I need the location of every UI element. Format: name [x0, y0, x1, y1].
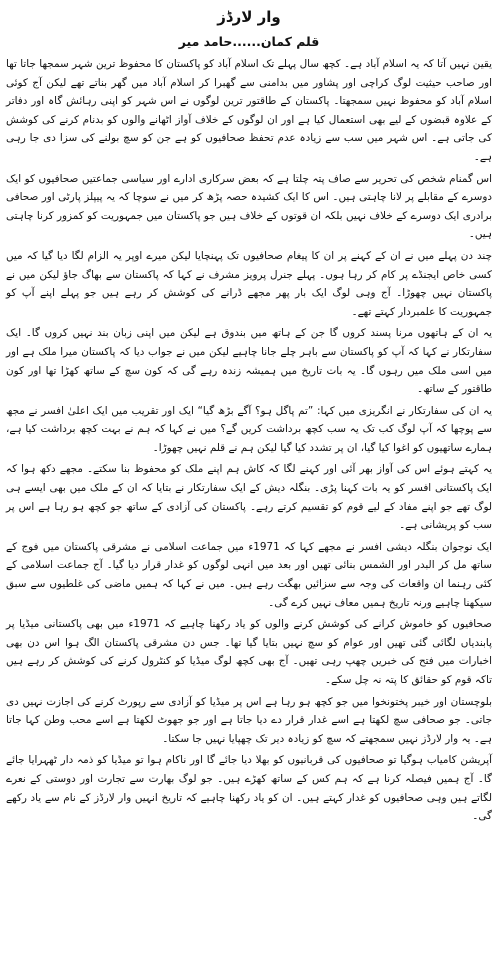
- paragraph: ایک نوجوان بنگلہ دیشی افسر نے مجھے کہا کہ 1971ء میں جماعت اسلامی نے مشرقی پاکستان میں فوج کے ساتھ مل کر البدر اور الشمس بنائی تھیں اور بعد میں انہی لوگوں کو غدار قرار دیا گیا۔ آج جماعت اسلامی کے کئی رہنما ان واقعات کی وجہ سے سزائیں بھگت رہے ہیں۔ میں نے کہا کہ ہمیں ماضی کی غلطیوں سے سبق سیکھنا چاہیے ورنہ تاریخ ہمیں معاف نہیں کرے گی۔: [6, 540, 493, 609]
- paragraph: آپریشن کامیاب ہوگیا تو صحافیوں کی قربانیوں کو بھلا دیا جائے گا اور ناکام ہوا تو میڈیا کو ذمہ دار ٹھہرایا جائے گا۔ آج ہمیں فیصلہ کرنا ہے کہ ہم کس کے ساتھ کھڑے ہیں۔ جو لوگ بھارت سے تجارت اور دوستی کے نعرے لگاتے ہیں وہی صحافیوں کو غدار کہتے ہیں۔ ان کو یاد رکھنا چاہیے کہ تاریخ انہیں وار لارڈز کے نام سے یاد رکھے گی۔: [6, 754, 492, 823]
- paragraph: چند دن پہلے میں نے ان کے کہنے پر ان کا پیغام صحافیوں تک پہنچایا لیکن میرے اوپر یہ الزام لگا دیا گیا کہ میں کسی خاص ایجنڈے پر کام کر رہا ہوں۔ پہلے جنرل پرویز مشرف نے کہا کہ پاکستان سے بھاگ جاؤ لیکن میں نے پاکستان نہیں چھوڑا۔ آج وہی لوگ ایک بار پھر مجھے ڈرانے کی کوشش کر رہے ہیں جو پہلے اپنے آپ کو جمہوریت کا علمبردار کہتے تھے۔: [6, 249, 492, 318]
- paragraph: اس گمنام شخص کی تحریر سے صاف پتہ چلتا ہے کہ بعض سرکاری ادارے اور سیاسی جماعتیں صحافیوں کو ایک دوسرے کے مقابلے پر لانا چاہتی ہیں۔ اس کا ایک کشیدہ حصہ پڑھ کر میں نے سوچا کہ یہ پیپلز پارٹی اور صحافی برادری ایک دوسرے کے خلاف نہیں بلکہ ان قوتوں کے خلاف ہیں جو پاکستان میں جمہوریت کو کمزور کرنا چاہتی ہیں۔: [6, 172, 492, 241]
- paragraph: بلوچستان اور خیبر پختونخوا میں جو کچھ ہو رہا ہے اس پر میڈیا کو آزادی سے رپورٹ کرنے کی اجازت نہیں دی جاتی۔ جو صحافی سچ لکھتا ہے اسے غدار قرار دے دیا جاتا ہے اور جو جھوٹ لکھتا ہے اسے محب وطن کہا جاتا ہے۔ یہ وار لارڈز نہیں سمجھتے کہ سچ کو زیادہ دیر تک چھپایا نہیں جا سکتا۔: [6, 695, 492, 745]
- paragraph: یہ کہتے ہوئے اس کی آواز بھر آئی اور کہنے لگا کہ کاش ہم اپنے ملک کو محفوظ بنا سکتے۔ مجھے دکھ ہوا کہ ایک پاکستانی افسر کو یہ بات کہنا پڑی۔ بنگلہ دیش کے ایک سفارتکار نے بتایا کہ ان کے ملک میں بھی ایسے ہی لوگ تھے جو اپنے مفاد کے لیے قوم کو تقسیم کرتے رہے۔ پاکستان کی آزادی کے ساتھ جو کچھ ہو رہا ہے اس پر سب کو پریشانی ہے۔: [6, 463, 492, 532]
- paragraph: یہ ان کی سفارتکار نے انگریزی میں کہا: ”تم پاگل ہو؟ آگے بڑھ گیا“ ایک اور تقریب میں ایک اعلیٰ افسر نے مجھ سے پوچھا کہ آپ لوگ کب تک یہ سب کچھ برداشت کریں گے؟ میں نے کہا کہ ہم نے بہت کچھ برداشت کیا ہے، ہمارے ساتھیوں کو اغوا کیا گیا، ان پر تشدد کیا گیا لیکن ہم نے قلم نہیں چھوڑا۔: [6, 404, 492, 454]
- paragraph: یقین نہیں آتا کہ یہ اسلام آباد ہے۔ کچھ سال پہلے تک اسلام آباد کو پاکستان کا محفوظ ترین شہر سمجھا جاتا تھا اور صاحب حیثیت لوگ کراچی اور پشاور میں بدامنی سے گھبرا کر اسلام آباد میں گھر بناتے تھے لیکن آج کوئی اسلام آباد کو محفوظ نہیں سمجھتا۔ پاکستان کے طاقتور ترین لوگوں نے اس شہر کو اپنی رہائش گاہ اور دفاتر کے علاوہ قبضوں کے لیے بھی استعمال کیا ہے اور ان لوگوں کے خلاف آواز اٹھانے والوں کو بدنام کرنے کی کوشش کی جاتی ہے۔ اس شہر میں سب سے زیادہ عدم تحفظ صحافیوں کو ہے جن کو سچ بولنے کی سزا دی جا رہی ہے۔: [6, 58, 492, 163]
- paragraph: صحافیوں کو خاموش کرانے کی کوشش کرنے والوں کو یاد رکھنا چاہیے کہ 1971ء میں بھی پاکستانی میڈیا پر پابندیاں لگائی گئی تھیں اور عوام کو سچ نہیں بتایا گیا تھا۔ جس دن مشرقی پاکستان الگ ہوا اس دن بھی اخبارات میں فتح کی خبریں چھپ رہی تھیں۔ آج بھی کچھ لوگ میڈیا کو کنٹرول کرنے کی کوشش کر رہے ہیں تاکہ قوم کو حقائق کا پتہ نہ چل سکے۔: [6, 618, 492, 686]
- column-title: وار لارڈز: [217, 8, 281, 26]
- column-byline: قلم کمان......حامد میر: [178, 34, 320, 49]
- column-body: [6, 55, 492, 826]
- paragraph: یہ ان کے ہاتھوں مرنا پسند کروں گا جن کے ہاتھ میں بندوق ہے لیکن میں اپنی زبان بند نہیں کروں گا۔ ایک سفارتکار نے کہا کہ آپ کو پاکستان سے باہر چلے جانا چاہیے لیکن میں نے جواب دیا کہ پاکستان میرا ملک ہے اور میں اسی ملک میں رہوں گا۔ یہ بات تاریخ میں ہمیشہ زندہ رہے گی کہ کون سچ کے ساتھ کھڑا تھا اور کون طاقتور کے ساتھ۔: [6, 327, 492, 396]
